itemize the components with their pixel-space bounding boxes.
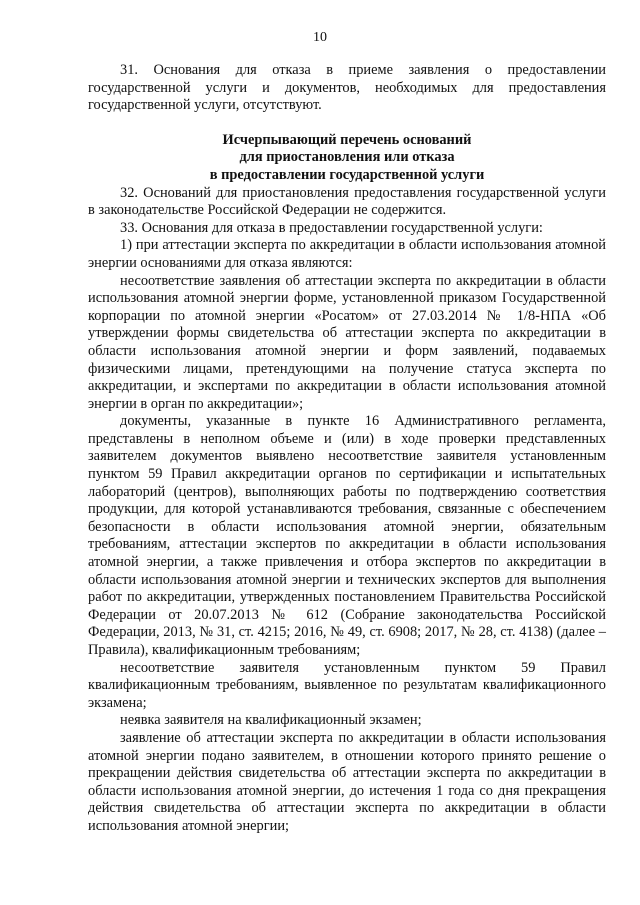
heading-line-3: в предоставлении государственной услуги	[209, 166, 485, 183]
section-heading	[88, 132, 606, 185]
page-number: 10	[313, 30, 327, 45]
paragraph-33: 33. Основания для отказа в предоставлении государственной услуги:	[120, 219, 543, 236]
paragraph-repeat-application: заявление об аттестации эксперта по аккредитации в области использования атомной энергии подано заявителем, в отношении которого принято решение о прекращении действия свидетельства об аттестации эксперта по аккредитации в области использования атомной энергии, до истечения 1 года со дня прекращения действия свидетельства об аттестации эксперта по аккредитации в области использования атомной энергии;	[88, 729, 606, 834]
spacer	[88, 115, 606, 132]
paragraph-33-item-1: 1) при аттестации эксперта по аккредитации в области использования атомной энергии основаниями для отказа являются:	[88, 237, 606, 271]
paragraph-31: 31. Основания для отказа в приеме заявления о предоставлении государственной услуги и документов, необходимых для предоставления государственной услуги, отсутствуют.	[88, 62, 606, 114]
paragraph-documents-incomplete: документы, указанные в пункте 16 Административного регламента, представлены в неполном объеме и (или) в ходе проверки представленных заявителем документов выявлено несоответствие заявителя установленным пунктом 59 Правил аккредитации органов по сертификации и испытательных лабораторий (центров), выполняющих работы по подтверждению соответствия продукции, для которой устанавливаются требования, связанные с обеспечением безопасности в области использования атомной энергии, обязательным требованиям, аттестации экспертов по аккредитации в области использования атомной энергии, а также привлечения и отбора экспертов по аккредитации в области использования атомной энергии и технических экспертов для выполнения работ по аккредитации, утвержденных постановлением Правительства Российской Федерации от 20.07.2013 № 612 (Собрание законодательства Российской Федерации, 2013, № 31, ст. 4215; 2016, № 49, ст. 6908; 2017, № 28, ст. 4138) (далее – Правила), квалификационным требованиям;	[88, 413, 606, 658]
heading-line-1: Исчерпывающий перечень оснований	[222, 131, 472, 148]
paragraph-exam-absence: неявка заявителя на квалификационный экзамен;	[120, 712, 422, 729]
paragraph-exam-mismatch: несоответствие заявителя установленным пунктом 59 Правил квалификационным требованиям, выявленное по результатам квалификационного экзамена;	[88, 659, 606, 711]
heading-line-2: для приостановления или отказа	[239, 149, 455, 166]
paragraph-form-mismatch: несоответствие заявления об аттестации эксперта по аккредитации в области использования атомной энергии форме, установленной приказом Государственной корпорации по атомной энергии «Росатом» от 27.03.2014 № 1/8-НПА «Об утверждении формы свидетельства об аттестации эксперта по аккредитации в области использования атомной энергии и форм заявлений, подаваемых физическими лицами, претендующими на получение статуса эксперта по аккредитации, и экспертами по аккредитации в области использования атомной энергии в орган по аккредитации»;	[88, 272, 606, 412]
document-body	[88, 62, 606, 836]
paragraph-32: 32. Оснований для приостановления предоставления государственной услуги в законодательстве Российской Федерации не содержится.	[88, 184, 606, 219]
